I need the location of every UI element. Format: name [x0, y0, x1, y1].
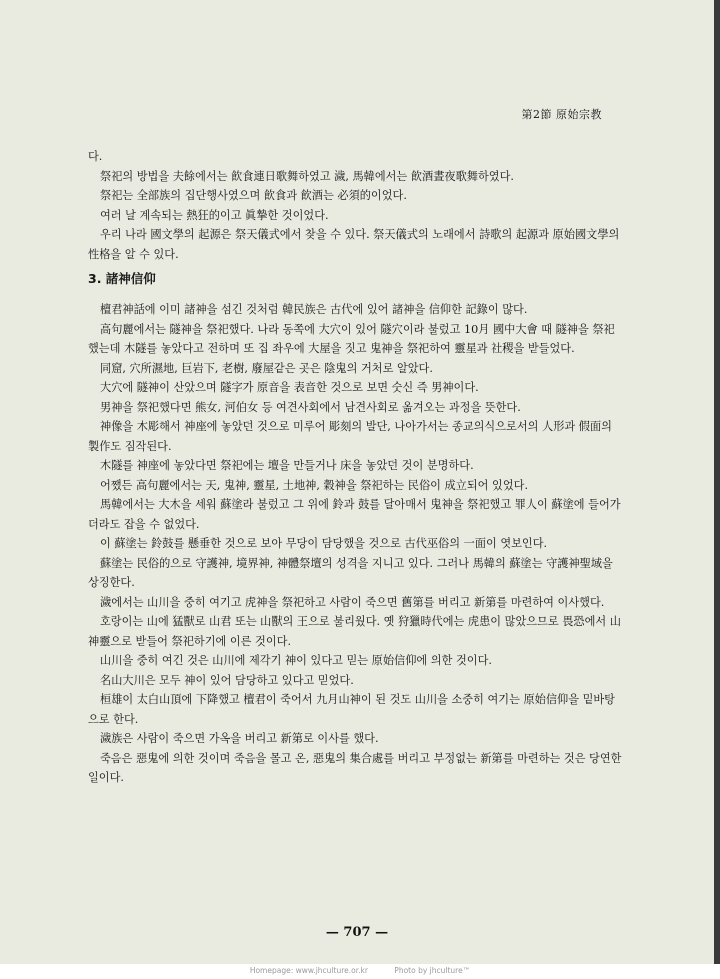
paragraph: 馬韓에서는 大木을 세워 蘇塗라 불렀고 그 위에 鈴과 鼓를 달아매서 鬼神을 祭祀했고 罪人이 蘇塗에 들어가더라도 잡을 수 없었다.	[88, 498, 621, 531]
paragraph: 男神을 祭祀했다면 熊女, 河伯女 등 여견사회에서 남견사회로 옮겨오는 과정을 뜻한다.	[100, 400, 521, 414]
page-body	[88, 147, 623, 788]
paragraph: 祭祀의 방법을 夫餘에서는 飮食連日歌舞하였고 濊, 馬韓에서는 飮酒晝夜歌舞하였다.	[100, 169, 514, 183]
paragraph: 죽음은 惡鬼에 의한 것이며 죽음을 몰고 온, 惡鬼의 集合處를 버리고 부정없는 新第를 마련하는 것은 당연한 일이다.	[88, 751, 622, 784]
paragraph: 大穴에 隧神이 산았으며 隧字가 原音을 表音한 것으로 보면 숫신 즉 男神이다.	[100, 381, 479, 394]
paragraph: 高句麗에서는 隧神을 祭祀했다. 나라 동쪽에 大穴이 있어 隧穴이라 불렀고 10月 國中大會 때 隧神을 祭祀했는데 木隧를 놓았다고 전하며 또 집 좌우에 大屋을 짓고 鬼神을 祭祀하여 靈星과 社稷을 받들었다.	[88, 322, 615, 355]
paragraph: 桓雄이 太白山頂에 下降했고 檀君이 죽어서 九月山神이 된 것도 山川을 소중히 여기는 原始信仰을 밑바탕으로 한다.	[88, 693, 615, 726]
paragraph: 이 蘇塗는 鈴鼓를 懸垂한 것으로 보아 무당이 담당했을 것으로 古代巫俗의 一面이 엿보인다.	[100, 537, 548, 550]
section-header: 第2節 原始宗教	[521, 108, 602, 121]
paragraph: 檀君神話에 이미 諸神을 섬긴 것처럼 韓民族은 古代에 있어 諸神을 信仰한 記錄이 많다.	[100, 303, 528, 316]
page-number: — 707 —	[325, 925, 389, 940]
paragraph: 木隧를 神座에 놓았다면 祭祀에는 壇을 만들거나 床을 놓았던 것이 분명하다.	[100, 459, 474, 472]
paragraph: 蘇塗는 民俗的으로 守護神, 境界神, 神體祭壇의 성격을 지니고 있다. 그러나 馬韓의 蘇塗는 守護神聖域을 상징한다.	[88, 556, 613, 589]
section-heading: 3. 諸神信仰	[88, 271, 156, 286]
paragraph: 濊族은 사람이 죽으면 가옥을 버리고 新第로 이사를 했다.	[100, 732, 379, 745]
photographer-credit: Photo by jhculture™	[394, 966, 471, 975]
paragraph: 神像을 木彫해서 神座에 놓았던 것으로 미루어 彫刻의 발단, 나아가서는 종교의식으로서의 人形과 假面의 製作도 짐작된다.	[88, 420, 612, 453]
homepage-credit: Homepage: www.jhculture.or.kr	[249, 966, 368, 975]
paragraph: 여러 날 계속되는 熱狂的이고 眞摯한 것이었다.	[100, 208, 329, 222]
paragraph: 山川을 중히 여긴 것은 山川에 제각기 神이 있다고 믿는 原始信仰에 의한 것이다.	[100, 654, 492, 667]
paragraph: 다.	[88, 150, 103, 163]
photo-credit	[0, 966, 720, 975]
paragraph: 濊에서는 山川을 중히 여기고 虎神을 祭祀하고 사람이 죽으면 舊第를 버리고 新第를 마련하여 이사했다.	[100, 595, 605, 609]
paragraph: 어쨌든 高句麗에서는 天, 鬼神, 靈星, 土地神, 穀神을 祭祀하는 民俗이 成立되어 있었다.	[100, 478, 529, 492]
paragraph: 우리 나라 國文學의 起源은 祭天儀式에서 찾을 수 있다. 祭天儀式의 노래에서 詩歌의 起源과 原始國文學의 性格을 알 수 있다.	[88, 228, 620, 261]
paragraph: 名山大川은 모두 神이 있어 담당하고 있다고 믿었다.	[100, 673, 354, 687]
paragraph: 祭祀는 全部族의 집단행사였으며 飮食과 飮酒는 必須的이었다.	[100, 189, 407, 202]
paragraph: 同窟, 穴所濕地, 巨岩下, 老樹, 廢屋같은 곳은 陰鬼의 거처로 알았다.	[100, 361, 433, 375]
paragraph: 호랑이는 山에 猛獸로 山君 또는 山獸의 王으로 불리웠다. 옛 狩獵時代에는 虎患이 많았으므로 畏恐에서 山神靈으로 받들어 祭祀하기에 이른 것이다.	[88, 615, 621, 648]
